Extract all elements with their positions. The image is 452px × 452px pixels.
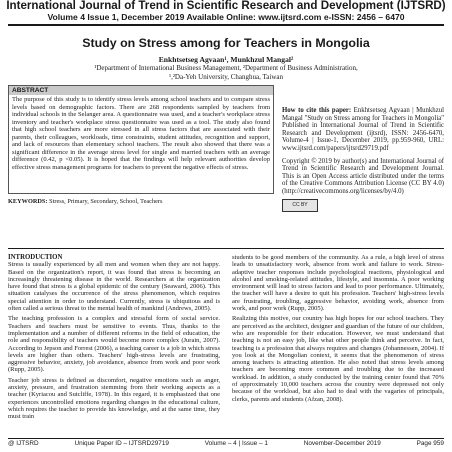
body-column-left — [8, 254, 220, 424]
footer-paper-id: Unique Paper ID – IJTSRD29719 — [74, 440, 169, 447]
body-paragraph: Stress is usually experienced by all men and women when they are not happy. Based on the organization's report, it was found that stress is becoming an increasingly threatening disease in the world. Researchers at the organization have found that stress is a global epidemic of the century (Seaward, 2006). This situation catalyses the occurrence of the stress phenomenon, which requires special attention in order to understand. Currently, stress is ubiquitous and is often called a serious threat to the mental health of mankind (Andrews, 2005). — [8, 261, 220, 313]
abstract-heading: ABSTRACT — [9, 86, 273, 95]
abstract-column — [8, 85, 274, 194]
affiliation-line-2: ¹,²Da-Yeh University, Changhua, Taiwan — [168, 73, 283, 81]
abstract-text: The purpose of this study is to identify stress levels among school teachers and to compare stress levels based on demographic factors. There are 268 respondents sampled by teachers from individual schools in the Selanger area. A questionnaire was used, and a teacher's workplace stress inventory and teacher's workplace stress questionnaire was used as a tool. The study also found that high school teachers are more stressed in all stress factors that are associated with their parents, their colleagues, workloads, time constraints, student attitudes, recognition and support, and lack of resources than elementary school teachers. The result also showed that there was a significant difference in the average stress level for single and married teachers with an average difference (0.42, p <0.05). It is hoped that the findings will help relevant authorities develop effective stress management programs for teachers to prevent the negative effects of stress. — [12, 96, 270, 171]
paper-authors: Enkhtsetseg Agvaan¹, Munkhzul Mangal² — [158, 55, 294, 64]
body-paragraph: Teacher job stress is defined as discomfort, negative emotions such as anger, anxiety, pressure, and frustration stemming from their working aspects as a teacher (Kyriacou and Sutcliffe, 1978). In this regard, it is emphasized that one experiences uncontrolled emotions regarding changes in the educational culture, which requires the teacher to provide his knowledge, and at the same time, they must train — [8, 376, 220, 421]
page-footer — [8, 440, 444, 447]
abstract-box — [8, 85, 274, 194]
citation-box — [282, 107, 444, 212]
journal-header — [0, 0, 452, 22]
footer-volume: Volume – 4 | Issue – 1 — [204, 440, 268, 447]
introduction-heading: INTRODUCTION — [8, 254, 63, 261]
copyright-text: Copyright © 2019 by author(s) and International Journal of Trend in Scientific Research and Development Journal. This is an Open Access article distributed under the terms of the Creative Commons Attribution License (CC BY 4.0) (http://creativecommons.org/licenses/by/4.0) — [282, 157, 444, 195]
header-divider — [8, 24, 444, 26]
affiliation-line-1: ¹Department of International Business Management, ²Department of Business Administration, — [94, 64, 358, 72]
section-divider — [8, 248, 444, 249]
journal-issue-line: Volume 4 Issue 1, December 2019 Available Online: www.ijtsrd.com e-ISSN: 2456 – 6470 — [47, 12, 405, 22]
footer-site: @ IJTSRD — [8, 440, 39, 447]
body-paragraph: students to be good members of the community. As a rule, a high level of stress leads to unsatisfactory work, absence from work and failure to work. Stress-adaptive teacher responses include psychological reactions, physiological and alcohol and smoking-related attitudes, lifestyle, and insomnia. A poor working environment will lead to stress factors and lead to poor performance. Ultimately, the teacher will have a desire to quit his profession. Teachers' high-stress levels are frustrating, troubling, aggressive behavior, avoiding work, absence from work, and poor work (Rupp, 2005). — [232, 254, 444, 313]
citation-heading: How to cite this paper: — [282, 107, 352, 114]
citation-text: Enkhtsetseg Agvaan | Munkhzul Mangal "Study on Stress among for Teachers in Mongolia" Published in International Journal of Trend in Scientific Research and Development (ijtsrd), ISSN: 2456-6470, Volume-4 | Issue-1, December 2019, pp.959-960, URL: www.ijtsrd.com/papers/ijtsrd29719.pdf — [282, 107, 445, 152]
body-column-right — [232, 254, 444, 406]
body-paragraph: Realizing this motive, our country has high hopes for our school teachers. They are perceived as the architect, designer and guardian of the future of our children, who are responsible for their education. However, we must understand that teaching is not an easy job, like what other people think and perceive. In fact, teaching is a profession that always requires and changes (Johannessen, 2004). If you look at the Mongolian context, it seems that the phenomenon of stress among teachers is attracting attention. He also noted that stress levels among teachers are becoming more common and troubling due to the increased workload. In addition, a study conducted by the training center found that 70% of approximately 10,000 teachers across the country were depressed not only because of the workload, but also had to deal with the vagaries of principals, clerks, parents and students (Afzan, 2008). — [232, 315, 444, 403]
keywords-label: KEYWORDS: — [8, 198, 48, 205]
cc-license-icon: CC BY — [282, 199, 318, 212]
footer-divider — [8, 438, 444, 439]
footer-page: Page 959 — [416, 440, 444, 447]
footer-date: November-December 2019 — [303, 440, 381, 447]
keywords-text: Stress, Primary, Secondary, School, Teachers — [49, 198, 163, 205]
keywords — [8, 198, 274, 206]
body-paragraph: The teaching profession is a complex and stressful form of social service. Teachers and teachers must be sensitive to events. Thus, thanks to the implementation and a number of different reforms in the field of education, the role and responsibility of teachers would become more complex (Jurain, 2007). According to Jepson and Forrest (2006), a teaching career is a job in which stress levels are higher than others. Teachers' high-stress levels are frustrating, aggressive behavior, anxiety, job avoidance, absence from work and poor work (Rupp, 2005). — [8, 315, 220, 374]
paper-title: Study on Stress among for Teachers in Mongolia — [82, 36, 370, 50]
journal-name: International Journal of Trend in Scientific Research and Development (IJTSRD) — [6, 0, 446, 12]
